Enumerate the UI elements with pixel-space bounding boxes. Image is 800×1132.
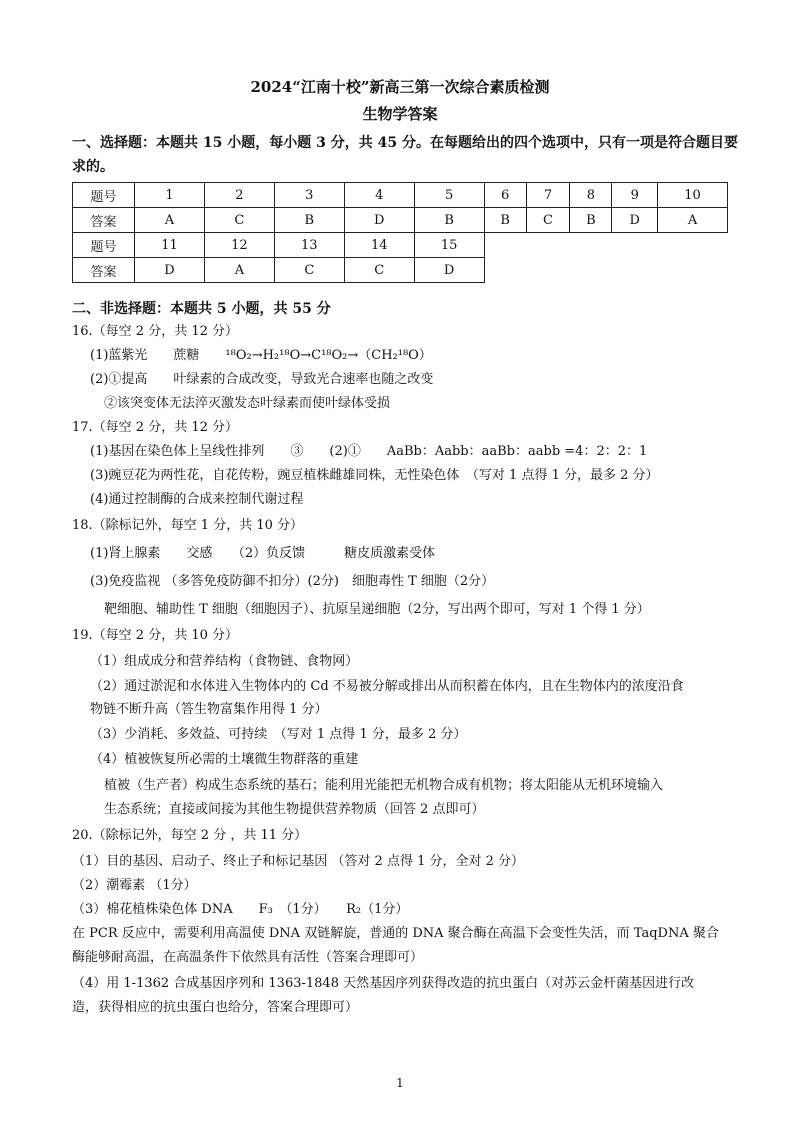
question-number: 14 bbox=[344, 233, 414, 258]
row-label: 题号 bbox=[73, 233, 135, 258]
question-number: 15 bbox=[414, 233, 484, 258]
answer-cell: C bbox=[344, 258, 414, 283]
q17-answer-1: (1)基因在染色体上呈线性排列 ③ (2)① AaBb：Aabb：aaBb：aabb =4：2：2：1 bbox=[90, 444, 648, 459]
question-number: 8 bbox=[570, 183, 612, 208]
answer-cell: D bbox=[414, 258, 484, 283]
question-number: 11 bbox=[135, 233, 205, 258]
row-label: 答案 bbox=[73, 258, 135, 283]
q19-answer-4: （4）植被恢复所必需的土壤微生物群落的重建 bbox=[90, 752, 359, 767]
table-row bbox=[73, 183, 728, 208]
answer-cell: A bbox=[204, 258, 274, 283]
answer-cell: C bbox=[204, 208, 274, 233]
table-row bbox=[73, 233, 728, 258]
q20-answer-4b: 造，获得相应的抗虫蛋白也给分，答案合理即可） bbox=[72, 1000, 359, 1015]
answer-cell: B bbox=[414, 208, 484, 233]
question-number: 12 bbox=[204, 233, 274, 258]
q17-answer-3: (3)豌豆花为两性花，自花传粉，豌豆植株雌雄同株，无性染色体 （写对 1 点得 1 分，最多 2 分） bbox=[90, 468, 659, 483]
q18-answer-1: (1)肾上腺素 交感 （2）负反馈 糖皮质激素受体 bbox=[90, 546, 436, 561]
question-number: 5 bbox=[414, 183, 484, 208]
q18-header: 18.（除标记外，每空 1 分，共 10 分） bbox=[72, 518, 304, 533]
question-number: 3 bbox=[274, 183, 344, 208]
table-row bbox=[73, 258, 728, 283]
answer-table bbox=[72, 182, 728, 283]
section1-heading-line2: 求的。 bbox=[72, 159, 114, 175]
q20-answer-2: （2）潮霉素 （1分） bbox=[72, 878, 197, 893]
question-number: 6 bbox=[484, 183, 526, 208]
empty-cell bbox=[484, 258, 727, 283]
question-number: 10 bbox=[658, 183, 728, 208]
empty-cell bbox=[484, 233, 727, 258]
section1-heading-line1: 一、选择题：本题共 15 小题，每小题 3 分，共 45 分。在每题给出的四个选项中，只有一项是符合题目要 bbox=[72, 135, 738, 151]
page-title: 2024“江南十校”新高三第一次综合素质检测 bbox=[250, 78, 550, 96]
q17-answer-4: (4)通过控制酶的合成来控制代谢过程 bbox=[90, 492, 304, 507]
q16-answer-2: (2)①提高 叶绿素的合成改变，导致光合速率也随之改变 bbox=[90, 372, 434, 387]
q16-answer-2b: ②该突变体无法淬灭激发态叶绿素而使叶绿体受损 bbox=[104, 396, 391, 411]
page-number: 1 bbox=[396, 1076, 404, 1090]
answer-cell: D bbox=[135, 258, 205, 283]
answer-cell: B bbox=[274, 208, 344, 233]
q17-header: 17.（每空 2 分，共 12 分） bbox=[72, 420, 239, 435]
question-number: 1 bbox=[135, 183, 205, 208]
q20-answer-1: （1）目的基因、启动子、终止子和标记基因 （答对 2 点得 1 分，全对 2 分） bbox=[72, 854, 525, 869]
answer-cell: A bbox=[135, 208, 205, 233]
q19-answer-2b: 物链不断升高（答生物富集作用得 1 分） bbox=[90, 702, 328, 717]
q19-answer-2: （2）通过淤泥和水体进入生物体内的 Cd 不易被分解或排出从而积蓄在体内，且在生物体内的浓度沿食 bbox=[90, 679, 684, 694]
question-number: 2 bbox=[204, 183, 274, 208]
q19-answer-4b: 植被（生产者）构成生态系统的基石；能利用光能把无机物合成有机物；将太阳能从无机环境输入 bbox=[104, 778, 664, 793]
page-subtitle: 生物学答案 bbox=[362, 105, 438, 123]
q16-answer-1: (1)蓝紫光 蔗糖 ¹⁸O₂→H₂¹⁸O→C¹⁸O₂→（CH₂¹⁸O） bbox=[90, 348, 432, 363]
question-number: 4 bbox=[344, 183, 414, 208]
q16-header: 16.（每空 2 分，共 12 分） bbox=[72, 324, 239, 339]
row-label: 题号 bbox=[73, 183, 135, 208]
answer-cell: D bbox=[612, 208, 658, 233]
question-number: 7 bbox=[526, 183, 570, 208]
q19-answer-1: （1）组成成分和营养结构（食物链、食物网） bbox=[90, 654, 359, 669]
answer-cell: A bbox=[658, 208, 728, 233]
q20-header: 20.（除标记外，每空 2 分 ，共 11 分） bbox=[72, 828, 308, 843]
q19-header: 19.（每空 2 分，共 10 分） bbox=[72, 628, 239, 643]
question-number: 13 bbox=[274, 233, 344, 258]
q20-answer-3: （3）棉花植株染色体 DNA F₃ （1分） R₂（1分） bbox=[72, 902, 409, 917]
q18-answer-3: (3)免疫监视 （多答免疫防御不扣分）(2分) 细胞毒性 T 细胞（2分） bbox=[90, 574, 495, 589]
answer-cell: B bbox=[570, 208, 612, 233]
table-row bbox=[73, 208, 728, 233]
q20-answer-3c: 酶能够耐高温，在高温条件下依然具有活性（答案合理即可） bbox=[72, 950, 424, 965]
q18-answer-3b: 靶细胞、辅助性 T 细胞（细胞因子）、抗原呈递细胞（2分，写出两个即可，写对 1 个得 1 分） bbox=[104, 602, 650, 617]
question-number: 9 bbox=[612, 183, 658, 208]
answer-cell: C bbox=[274, 258, 344, 283]
answer-cell: D bbox=[344, 208, 414, 233]
row-label: 答案 bbox=[73, 208, 135, 233]
answer-cell: B bbox=[484, 208, 526, 233]
q20-answer-3b: 在 PCR 反应中，需要利用高温使 DNA 双链解旋，普通的 DNA 聚合酶在高温下会变性失活，而 TaqDNA 聚合 bbox=[72, 926, 719, 941]
section2-heading: 二、非选择题：本题共 5 小题，共 55 分 bbox=[72, 301, 331, 317]
q19-answer-4c: 生态系统；直接或间接为其他生物提供营养物质（回答 2 点即可） bbox=[104, 802, 485, 817]
q19-answer-3: （3）少消耗、多效益、可持续 （写对 1 点得 1 分，最多 2 分） bbox=[90, 727, 467, 742]
q20-answer-4: （4）用 1-1362 合成基因序列和 1363-1848 天然基因序列获得改造的抗虫蛋白（对苏云金杆菌基因进行改 bbox=[72, 976, 695, 991]
answer-cell: C bbox=[526, 208, 570, 233]
